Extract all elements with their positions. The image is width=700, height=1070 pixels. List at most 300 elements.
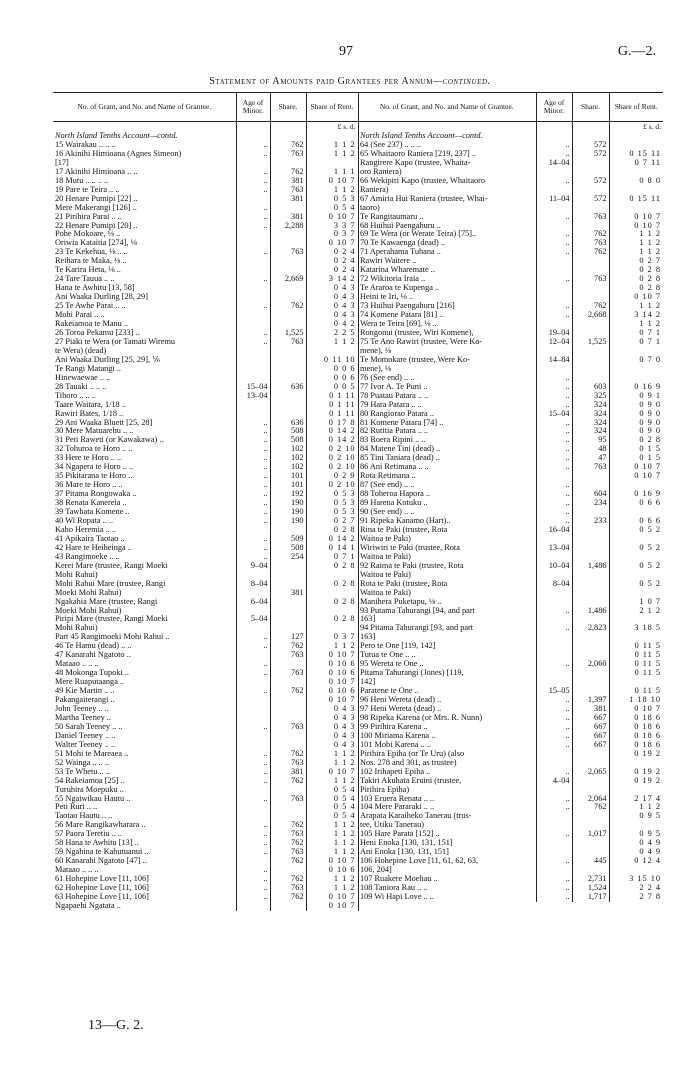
- grantee-name: 88 Toheroa Hapora ..: [358, 490, 536, 499]
- rent-value: 1 1 2: [333, 149, 356, 158]
- table-row: [53, 195, 358, 204]
- share-value: 762: [270, 750, 306, 759]
- rent-value: 0 5 4: [333, 203, 356, 212]
- share-value: [270, 812, 306, 821]
- header-rent: Share of Rent.: [609, 93, 663, 122]
- grantee-name: Paratene te One ..: [358, 687, 536, 696]
- rent-value: 0 4 3: [333, 284, 356, 293]
- rent-value: 0 10 7: [328, 212, 356, 221]
- rent-value: [306, 347, 358, 356]
- minor-age: ..: [536, 893, 572, 902]
- title-text: Statement of Amounts paid Grantees per Annum: [209, 76, 434, 87]
- rent-value: 0 9 0: [639, 409, 661, 418]
- grantee-name: Rangirere Kapo (trustee, Whaita-: [358, 159, 536, 168]
- grantee-name: Ngapaehi Ngatata ..: [53, 902, 236, 911]
- grantee-name: Ngakahia Mare (trustee, Rangi: [53, 598, 236, 607]
- table-row: [53, 696, 358, 705]
- minor-age: ..: [236, 499, 270, 508]
- grantee-name: Te Rangi Matangi ..: [53, 365, 236, 374]
- table-row: [358, 275, 663, 284]
- minor-age: ..: [236, 419, 270, 428]
- table-row: [358, 141, 663, 150]
- rent-value: 0 17 8: [328, 418, 356, 427]
- table-row: [358, 839, 663, 848]
- table-row: [53, 213, 358, 222]
- rent-value: 1 1 2: [333, 140, 356, 149]
- table-row: [358, 168, 663, 177]
- grantee-name: 16 Akinihi Himioana (Agnes Simeon): [53, 150, 236, 159]
- minor-age: [536, 320, 572, 329]
- grantee-name: 49 Kie Martin .. ..: [53, 687, 236, 696]
- minor-age: 11–04: [536, 195, 572, 204]
- minor-age: ..: [536, 445, 572, 454]
- minor-age: ..: [536, 454, 572, 463]
- rent-value: 1 18 10: [629, 696, 661, 705]
- minor-age: ..: [236, 204, 270, 213]
- table-row: [53, 768, 358, 777]
- table-row: [53, 374, 358, 383]
- table-row: [53, 795, 358, 804]
- table-row: [53, 777, 358, 786]
- share-value: [572, 786, 609, 795]
- share-value: 667: [572, 741, 609, 750]
- table-row: [358, 562, 663, 571]
- grantee-name: 62 Hohepine Love [11, 106]: [53, 884, 236, 893]
- grantee-name: 75 Te Ano Rawiri (trustee, Were Ko-: [358, 338, 536, 347]
- rent-value: [609, 678, 663, 687]
- minor-age: [236, 705, 270, 714]
- share-value: 667: [572, 732, 609, 741]
- minor-age: [236, 374, 270, 383]
- share-value: 190: [270, 499, 306, 508]
- grantee-name: 69 Te Wera (or Werate Teira) [75]..: [358, 230, 536, 239]
- rent-value: 0 1 11: [329, 400, 356, 409]
- share-value: [572, 759, 609, 768]
- table-row: [53, 535, 358, 544]
- share-value: [270, 293, 306, 302]
- share-value: [270, 562, 306, 571]
- minor-age: ..: [236, 544, 270, 553]
- rent-value: 0 7 0: [639, 355, 661, 364]
- rent-value: [609, 786, 663, 795]
- grantee-name: 108 Taniora Rau .. ..: [358, 884, 536, 893]
- page-footer: 13—G. 2.: [88, 1018, 144, 1033]
- share-value: [270, 392, 306, 401]
- share-value: [270, 866, 306, 875]
- share-value: [572, 472, 609, 481]
- minor-age: ..: [236, 141, 270, 150]
- minor-age: 14–04: [536, 159, 572, 168]
- share-value: 508: [270, 436, 306, 445]
- table-row: [53, 132, 358, 141]
- table-row: [53, 714, 358, 723]
- minor-age: ..: [236, 508, 270, 517]
- minor-age: ..: [536, 213, 572, 222]
- table-row: [53, 239, 358, 248]
- grantee-name: 104 Mere Pararaki .. ..: [358, 803, 536, 812]
- table-row: [358, 678, 663, 687]
- table-row: [53, 427, 358, 436]
- share-value: 762: [270, 687, 306, 696]
- grantee-name: 90 (See end) .. ..: [358, 508, 536, 517]
- minor-age: ..: [536, 401, 572, 410]
- rent-value: 0 2 10: [328, 454, 356, 463]
- grantee-name: oro Raniera): [358, 168, 536, 177]
- rent-value: 0 10 7: [328, 239, 356, 248]
- grantee-name: 52 Wainga .. .. ..: [53, 759, 236, 768]
- rent-value: 0 11 5: [634, 669, 661, 678]
- share-value: [572, 544, 609, 553]
- table-row: [358, 660, 663, 669]
- share-value: 763: [270, 669, 306, 678]
- table-row: [358, 311, 663, 320]
- share-value: 763: [270, 795, 306, 804]
- grantee-name: 43 Rangimoeke .. ..: [53, 553, 236, 562]
- rent-value: 0 2 8: [639, 275, 661, 284]
- table-row: [53, 875, 358, 884]
- rent-value: [609, 374, 663, 383]
- table-row: [358, 427, 663, 436]
- share-value: [270, 347, 306, 356]
- rent-value: [609, 347, 663, 356]
- share-value: [270, 374, 306, 383]
- rent-value: [609, 615, 663, 624]
- right-column: [358, 92, 663, 902]
- grantee-name: 78 Puatau Patara .. ..: [358, 392, 536, 401]
- table-row: [358, 642, 663, 651]
- share-value: 762: [270, 141, 306, 150]
- share-value: 763: [270, 759, 306, 768]
- grantee-name: mene), ⅛: [358, 347, 536, 356]
- share-value: [270, 320, 306, 329]
- rent-value: 2 1 2: [639, 606, 661, 615]
- table-row: [358, 347, 663, 356]
- share-value: 508: [270, 544, 306, 553]
- share-value: 47: [572, 454, 609, 463]
- table-row: [53, 186, 358, 195]
- grantee-name: 109 Wi Hapi Love .. ..: [358, 893, 536, 902]
- table-row: [53, 356, 358, 365]
- minor-age: ..: [236, 642, 270, 651]
- grantee-name: Pirihira Epiha): [358, 786, 536, 795]
- table-row: [53, 454, 358, 463]
- rent-value: 0 9 1: [639, 391, 661, 400]
- share-value: [270, 266, 306, 275]
- share-value: 763: [572, 463, 609, 472]
- minor-age: ..: [236, 213, 270, 222]
- minor-age: [536, 132, 572, 141]
- share-value: [270, 786, 306, 795]
- rent-value: 1 1 2: [333, 884, 356, 893]
- share-value: 572: [572, 195, 609, 204]
- minor-age: [236, 410, 270, 419]
- share-value: [270, 410, 306, 419]
- table-row: [358, 436, 663, 445]
- minor-age: ..: [536, 239, 572, 248]
- table-row: [53, 839, 358, 848]
- rent-value: 0 5 4: [333, 785, 356, 794]
- rent-value: 1 1 2: [333, 337, 356, 346]
- share-value: 763: [270, 248, 306, 257]
- minor-age: ..: [536, 732, 572, 741]
- share-value: [572, 598, 609, 607]
- grantee-name: 71 Aperahama Tuhana ..: [358, 248, 536, 257]
- table-row: [53, 812, 358, 821]
- table-row: [53, 553, 358, 562]
- share-value: [572, 481, 609, 490]
- grantee-name: 39 Tawhata Komene ..: [53, 508, 236, 517]
- share-value: 763: [270, 150, 306, 159]
- grantee-name: 97 Heni Wereta (dead) ..: [358, 705, 536, 714]
- minor-age: ..: [236, 893, 270, 902]
- header-name: No. of Grant, and No. and Name of Grantee.: [53, 93, 236, 122]
- rent-value: [609, 365, 663, 374]
- grantee-name: Reihara te Maka, ⅛ ..: [53, 257, 236, 266]
- table-row: [358, 553, 663, 562]
- share-value: 95: [572, 436, 609, 445]
- minor-age: ..: [236, 427, 270, 436]
- grantee-name: 25 Te Awhe Parai .. ..: [53, 302, 236, 311]
- table-row: [53, 893, 358, 902]
- grantee-name: 35 Pikitarana te Horo ..: [53, 472, 236, 481]
- minor-age: ..: [536, 830, 572, 839]
- grantee-name: 47 Kanarahi Ngatoto ..: [53, 651, 236, 660]
- rent-value: 0 10 7: [328, 901, 356, 910]
- share-value: [572, 526, 609, 535]
- rent-value: 0 16 9: [634, 382, 661, 391]
- share-value: [572, 204, 609, 213]
- grantee-name: 26 Toroa Pekamu [233] ..: [53, 329, 236, 338]
- minor-age: [536, 571, 572, 580]
- grantee-name: Ani Waaka Durling [25, 29], ⅙: [53, 356, 236, 365]
- grantee-name: 58 Hana te Awhitu [13] ..: [53, 839, 236, 848]
- minor-age: ..: [536, 248, 572, 257]
- grantee-name: 18 Mutu .. .. .. ..: [53, 177, 236, 186]
- minor-age: ..: [536, 875, 572, 884]
- grantee-name: 84 Matene Tini (dead) ..: [358, 445, 536, 454]
- rent-value: 0 1 5: [639, 445, 661, 454]
- share-value: 763: [270, 884, 306, 893]
- minor-age: ..: [236, 866, 270, 875]
- grantee-name: 68 Huihui Paengahuru ..: [358, 222, 536, 231]
- minor-age: ..: [536, 419, 572, 428]
- minor-age: ..: [236, 490, 270, 499]
- rent-value: 1 1 2: [333, 758, 356, 767]
- share-value: 127: [270, 633, 306, 642]
- minor-age: ..: [236, 454, 270, 463]
- table-row: [358, 204, 663, 213]
- header-name: No. of Grant, and No. and Name of Grantee.: [358, 93, 536, 122]
- rent-value: 0 18 6: [634, 740, 661, 749]
- table-row: [358, 544, 663, 553]
- table-row: [358, 445, 663, 454]
- table-row: [53, 848, 358, 857]
- rent-value: [609, 759, 663, 768]
- share-value: 1,486: [572, 562, 609, 571]
- rent-value: 0 10 7: [328, 857, 356, 866]
- share-value: 233: [572, 517, 609, 526]
- table-row: [53, 526, 358, 535]
- share-value: [270, 311, 306, 320]
- minor-age: ..: [236, 839, 270, 848]
- table-row: [53, 669, 358, 678]
- minor-age: [236, 696, 270, 705]
- minor-age: ..: [536, 624, 572, 633]
- table-row: [358, 589, 663, 598]
- table-row: [358, 356, 663, 365]
- grantee-name: Wera te Teira [69], ⅛ ..: [358, 320, 536, 329]
- table-row: [358, 472, 663, 481]
- rent-value: 0 0 6: [333, 373, 356, 382]
- minor-age: ..: [236, 463, 270, 472]
- table-row: [53, 222, 358, 231]
- table-row: [53, 257, 358, 266]
- minor-age: [236, 401, 270, 410]
- share-value: [270, 803, 306, 812]
- minor-age: ..: [236, 517, 270, 526]
- table-row: [53, 168, 358, 177]
- minor-age: ..: [236, 669, 270, 678]
- table-row: [53, 884, 358, 893]
- minor-age: ..: [236, 338, 270, 347]
- rent-value: 1 1 2: [333, 821, 356, 830]
- table-row: [53, 589, 358, 598]
- minor-age: ..: [236, 302, 270, 311]
- share-value: 763: [270, 848, 306, 857]
- grantee-name: Waitoa te Paki): [358, 553, 536, 562]
- grantee-name: 60 Kanarahi Ngatoto [47] ..: [53, 857, 236, 866]
- minor-age: [536, 535, 572, 544]
- share-value: [270, 660, 306, 669]
- rent-value: 0 11 5: [634, 660, 661, 669]
- grantee-name: 70 Te Kawaenga (dead) ..: [358, 239, 536, 248]
- table-row: [358, 651, 663, 660]
- grantee-name: 42 Hare te Heiheinga ..: [53, 544, 236, 553]
- rent-value: [609, 571, 663, 580]
- rent-value: [306, 132, 358, 141]
- grantee-name: taoro): [358, 204, 536, 213]
- minor-age: 8–04: [536, 580, 572, 589]
- grantee-name: 63 Hohepine Love [11, 106]: [53, 893, 236, 902]
- share-value: 572: [572, 150, 609, 159]
- table-row: [358, 768, 663, 777]
- rent-value: 0 7 1: [639, 337, 661, 346]
- rent-value: 0 10 7: [634, 472, 661, 481]
- grantee-name: Piripi Mare (trustee, Rangi Moeki: [53, 615, 236, 624]
- share-value: 762: [270, 642, 306, 651]
- table-row: [53, 401, 358, 410]
- page-number: 97: [339, 44, 353, 59]
- rent-value: 0 10 7: [328, 696, 356, 705]
- rent-value: 0 4 2: [333, 320, 356, 329]
- grantee-name: Mataao .. .. ..: [53, 866, 236, 875]
- rent-value: 0 14 2: [328, 436, 356, 445]
- rent-value: 0 5 4: [333, 803, 356, 812]
- share-value: [270, 615, 306, 624]
- grantee-name: Mohi Rahui): [53, 571, 236, 580]
- grantee-name: te Wera) (dead): [53, 347, 236, 356]
- grantee-name: 96 Heni Wereta (dead) ..: [358, 696, 536, 705]
- share-value: 101: [270, 472, 306, 481]
- table-row: [358, 633, 663, 642]
- minor-age: ..: [236, 660, 270, 669]
- rent-value: 0 18 6: [634, 722, 661, 731]
- grantee-name: 20 Henare Pumipi [22] ..: [53, 195, 236, 204]
- share-value: [270, 257, 306, 266]
- share-value: 763: [270, 651, 306, 660]
- minor-age: 4–04: [536, 777, 572, 786]
- page-header: [0, 44, 700, 64]
- minor-age: ..: [536, 177, 572, 186]
- share-value: 763: [270, 338, 306, 347]
- minor-age: 5–04: [236, 615, 270, 624]
- rent-value: 0 10 6: [328, 669, 356, 678]
- rent-value: 1 1 2: [639, 320, 661, 329]
- rent-value: 1 1 2: [333, 875, 356, 884]
- share-value: 190: [270, 517, 306, 526]
- minor-age: ..: [236, 248, 270, 257]
- minor-age: ..: [236, 687, 270, 696]
- minor-age: [236, 356, 270, 365]
- grantee-name: Mere Ruaputaanga ..: [53, 678, 236, 687]
- table-row: [358, 893, 663, 902]
- grantee-name: Walter Teeney .. ..: [53, 741, 236, 750]
- rent-value: 0 4 3: [333, 713, 356, 722]
- share-value: [572, 651, 609, 660]
- minor-age: ..: [236, 275, 270, 284]
- minor-age: ..: [236, 875, 270, 884]
- minor-age: [536, 472, 572, 481]
- table-row: [53, 651, 358, 660]
- table-row: [53, 723, 358, 732]
- header-share: Share.: [270, 93, 306, 122]
- table-row: [358, 374, 663, 383]
- table-row: [358, 812, 663, 821]
- rent-value: [609, 141, 663, 150]
- grantee-name: Raniera): [358, 186, 536, 195]
- table-row: [358, 257, 663, 266]
- minor-age: 13–04: [236, 392, 270, 401]
- minor-age: [536, 812, 572, 821]
- grantee-name: 55 Ngaiwikau Hautu ..: [53, 795, 236, 804]
- minor-age: [236, 284, 270, 293]
- rent-value: 0 4 3: [333, 722, 356, 731]
- rent-value: 0 10 7: [328, 893, 356, 902]
- grantee-name: 67 Amiria Hui Raniera (trustee, Whai-: [358, 195, 536, 204]
- grantee-name: 28 Tauaki .. .. ..: [53, 383, 236, 392]
- share-value: 762: [572, 230, 609, 239]
- share-value: 762: [270, 777, 306, 786]
- rent-value: 0 5 2: [639, 579, 661, 588]
- rent-value: 3 3 7: [333, 221, 356, 230]
- currency-unit: £ s. d.: [337, 121, 356, 131]
- rent-value: 0 11 5: [634, 687, 661, 696]
- table-row: [358, 723, 663, 732]
- share-value: [572, 848, 609, 857]
- table-row: [358, 410, 663, 419]
- table-row: [358, 293, 663, 302]
- share-value: 381: [270, 589, 306, 598]
- minor-age: ..: [236, 553, 270, 562]
- rent-value: 1 1 2: [333, 749, 356, 758]
- grantee-name: 31 Peti Raweti (or Kawakawa) ..: [53, 436, 236, 445]
- share-value: [572, 508, 609, 517]
- rent-value: 1 1 2: [639, 230, 661, 239]
- table-row: [358, 857, 663, 866]
- page-title: [0, 76, 700, 87]
- table-row: [53, 580, 358, 589]
- header-age: Age of Minor.: [236, 93, 270, 122]
